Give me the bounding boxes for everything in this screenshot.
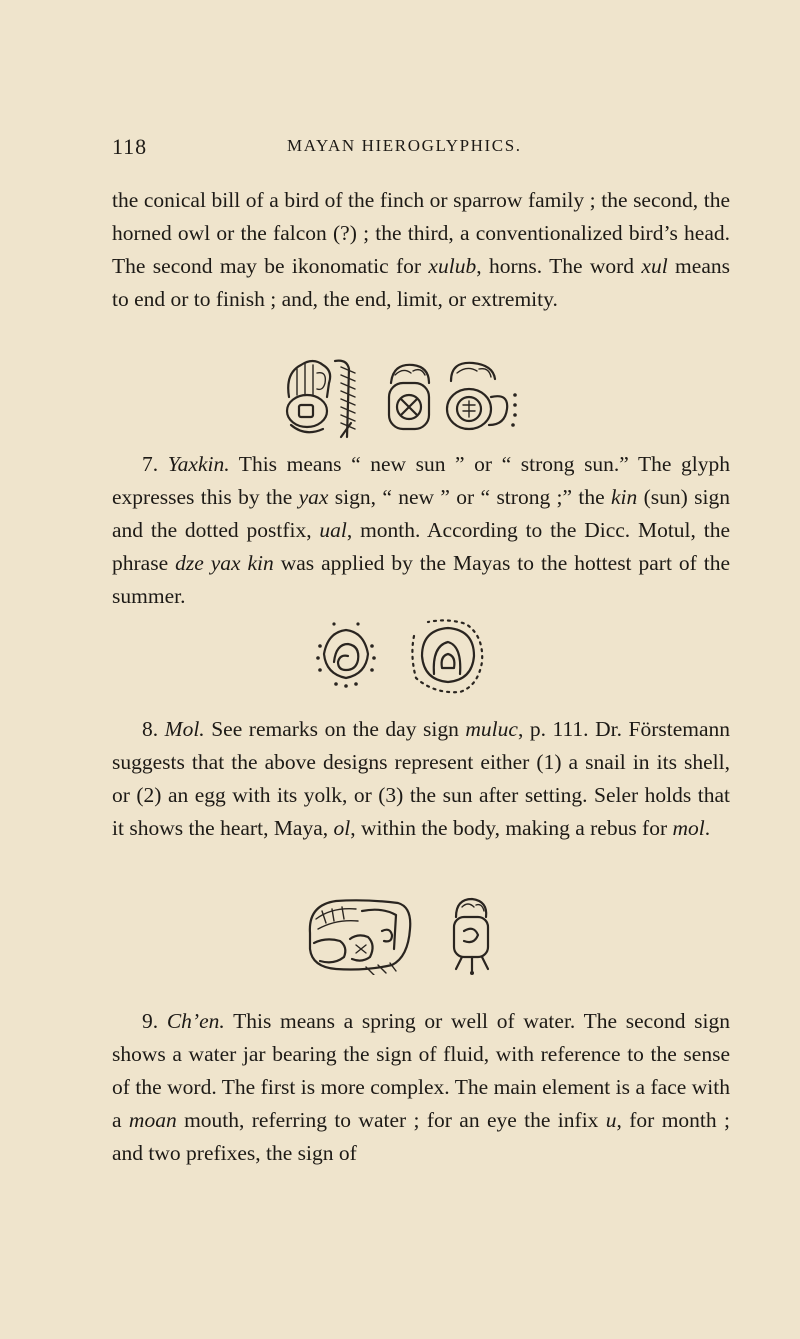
text-run: sign, “ new ” or “ strong ;” the xyxy=(328,485,612,509)
italic-term: moan xyxy=(128,1108,177,1132)
page-number: 118 xyxy=(112,134,148,159)
italic-term: yax xyxy=(298,485,329,509)
text-run: (sun) sign and the dotted postfix, xyxy=(112,485,731,542)
italic-term: xul xyxy=(641,254,668,278)
section-title: Mol. xyxy=(164,717,205,741)
text-run: , for month ; and two prefixes, the sign of xyxy=(112,1108,730,1165)
paragraph-yaxkin xyxy=(112,448,730,613)
italic-term: xulub xyxy=(428,254,477,278)
yaxkin-glyph-figure xyxy=(283,353,543,441)
text-run: , within the body, making a rebus for xyxy=(350,816,673,840)
text-run: was applied by the Mayas to the hottest part of the summer. xyxy=(112,551,730,608)
section-title: Yaxkin. xyxy=(167,452,230,476)
italic-term: u xyxy=(605,1108,617,1132)
text-run: the conical bill of a bird of the finch or sparrow family ; the second, the horned owl or the falcon (?) ; the third, a conventionalized bird’s head. The second may be ikonomatic for xyxy=(112,188,730,278)
chen-glyph-figure xyxy=(296,893,506,975)
text-run: mouth, referring to water ; for an eye the infix xyxy=(176,1108,606,1132)
italic-term: mol xyxy=(672,816,705,840)
italic-term: kin xyxy=(611,485,638,509)
text-run: This means a spring or well of water. The second sign shows a water jar bearing the sign of fluid, with reference to the sense of the word. The first is more complex. The main element is a face with a xyxy=(112,1009,731,1132)
italic-term: ol xyxy=(333,816,351,840)
italic-term: dze yax kin xyxy=(175,551,274,575)
text-run: , p. 111. Dr. Förstemann suggests that the above designs represent either (1) a snail in its shell, or (2) an egg with its yolk, or (3) the sun after setting. Seler holds that it shows the heart, Maya, xyxy=(112,717,731,840)
mol-glyph-figure xyxy=(310,616,490,698)
section-number: 8. xyxy=(142,717,165,741)
italic-term: muluc xyxy=(465,717,518,741)
page-header xyxy=(112,134,732,164)
italic-term: ual xyxy=(319,518,347,542)
text-run: See remarks on the day sign xyxy=(204,717,466,741)
text-run: , horns. The word xyxy=(476,254,642,278)
text-run: means to end or to finish ; and, the end, limit, or extremity. xyxy=(112,254,730,311)
paragraph-mol xyxy=(112,713,730,845)
section-number: 9. xyxy=(142,1009,167,1033)
paragraph-birds xyxy=(112,184,730,316)
paragraph-chen xyxy=(112,1005,730,1170)
text-run: . xyxy=(704,816,711,840)
text-run: This means “ new sun ” or “ strong sun.” The glyph expresses this by the xyxy=(112,452,731,509)
text-run: , month. According to the Dicc. Motul, the phrase xyxy=(112,518,730,575)
section-number: 7. xyxy=(142,452,168,476)
running-head: MAYAN HIEROGLYPHICS. xyxy=(287,136,522,155)
section-title: Ch’en. xyxy=(166,1009,225,1033)
